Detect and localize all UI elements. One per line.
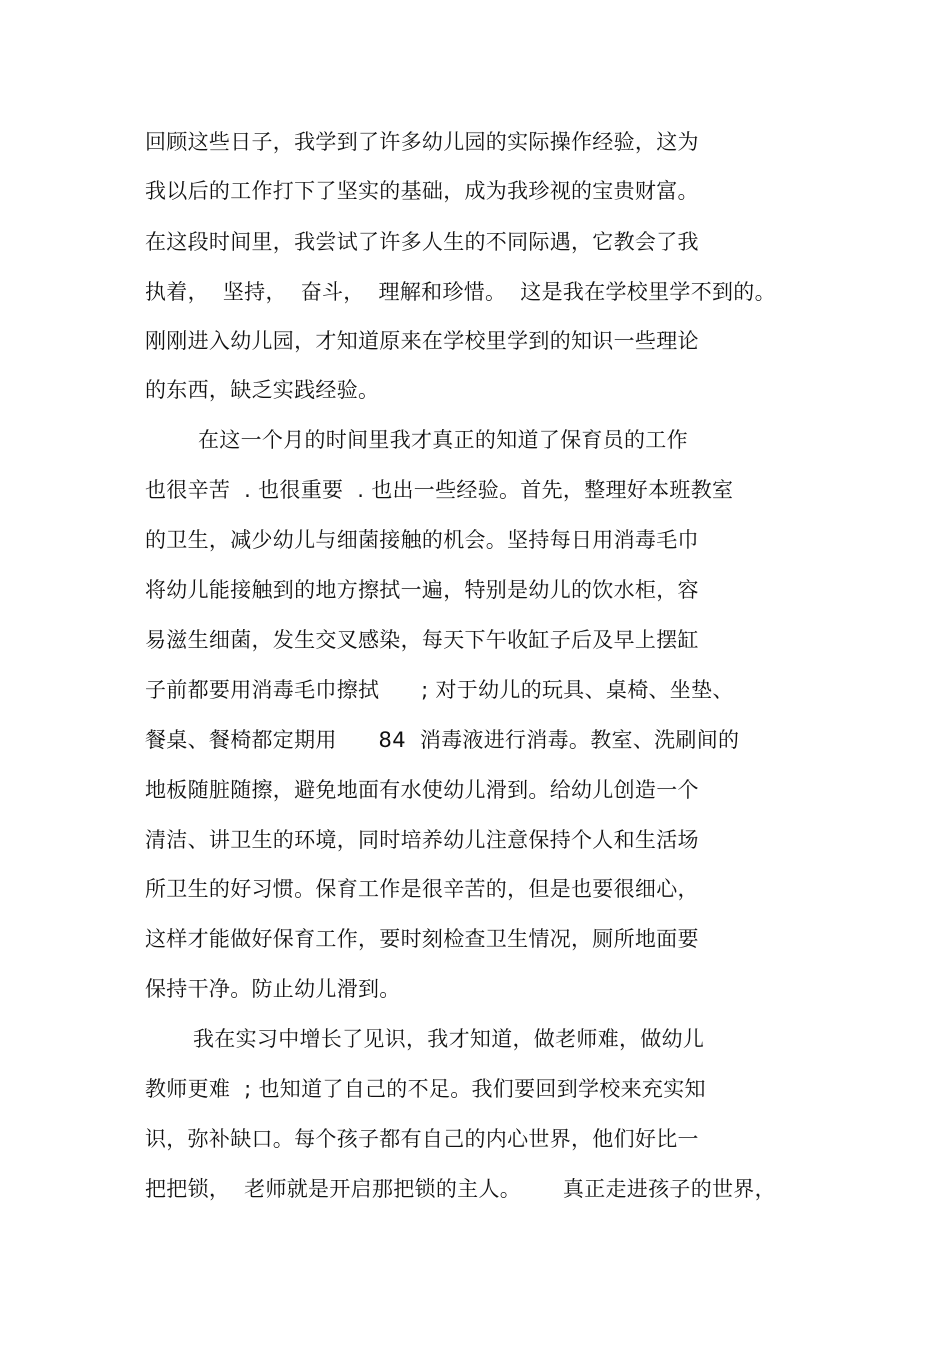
- text-line: 保持干净。防止幼儿滑到。: [145, 977, 401, 1001]
- text-line: 清洁、讲卫生的环境，同时培养幼儿注意保持个人和生活场: [145, 828, 699, 852]
- text-line: 也很辛苦 . 也很重要 . 也出一些经验。首先，整理好本班教室: [145, 478, 734, 502]
- text-line: 我以后的工作打下了坚实的基础，成为我珍视的宝贵财富。: [145, 179, 699, 203]
- text-line: 的东西，缺乏实践经验。: [145, 378, 380, 402]
- text-line: 识，弥补缺口。每个孩子都有自己的内心世界，他们好比一: [145, 1127, 699, 1151]
- text-line: 将幼儿能接触到的地方擦拭一遍，特别是幼儿的饮水柜，容: [145, 578, 699, 602]
- text-line: 易滋生细菌，发生交叉感染，每天下午收缸子后及早上摆缸: [145, 628, 699, 652]
- text-line: 刚刚进入幼儿园，才知道原来在学校里学到的知识一些理论: [145, 329, 699, 353]
- text-line: 执着， 坚持， 奋斗， 理解和珍惜。 这是我在学校里学不到的。: [145, 280, 776, 304]
- text-line: 子前都要用消毒毛巾擦拭 ; 对于幼儿的玩具、桌椅、坐垫、: [145, 678, 734, 702]
- text-line: 这样才能做好保育工作，要时刻检查卫生情况，厕所地面要: [145, 927, 699, 951]
- text-line: 所卫生的好习惯。保育工作是很辛苦的，但是也要很细心，: [145, 877, 699, 901]
- text-line: 把把锁， 老师就是开启那把锁的主人。 真正走进孩子的世界，: [145, 1177, 776, 1201]
- paragraph-first-line: 我在实习中增长了见识，我才知道，做老师难，做幼儿: [193, 1027, 705, 1051]
- text-line: 的卫生，减少幼儿与细菌接触的机会。坚持每日用消毒毛巾: [145, 528, 699, 552]
- text-line: 在这段时间里，我尝试了许多人生的不同际遇，它教会了我: [145, 230, 699, 254]
- text-line: 回顾这些日子，我学到了许多幼儿园的实际操作经验，这为: [145, 130, 699, 154]
- text-line: 教师更难 ; 也知道了自己的不足。我们要回到学校来充实知: [145, 1077, 706, 1101]
- text-line: 地板随脏随擦，避免地面有水使幼儿滑到。给幼儿创造一个: [145, 778, 699, 802]
- text-line: 餐桌、餐椅都定期用 84 消毒液进行消毒。教室、洗刷间的: [145, 728, 740, 752]
- paragraph-first-line: 在这一个月的时间里我才真正的知道了保育员的工作: [198, 428, 688, 452]
